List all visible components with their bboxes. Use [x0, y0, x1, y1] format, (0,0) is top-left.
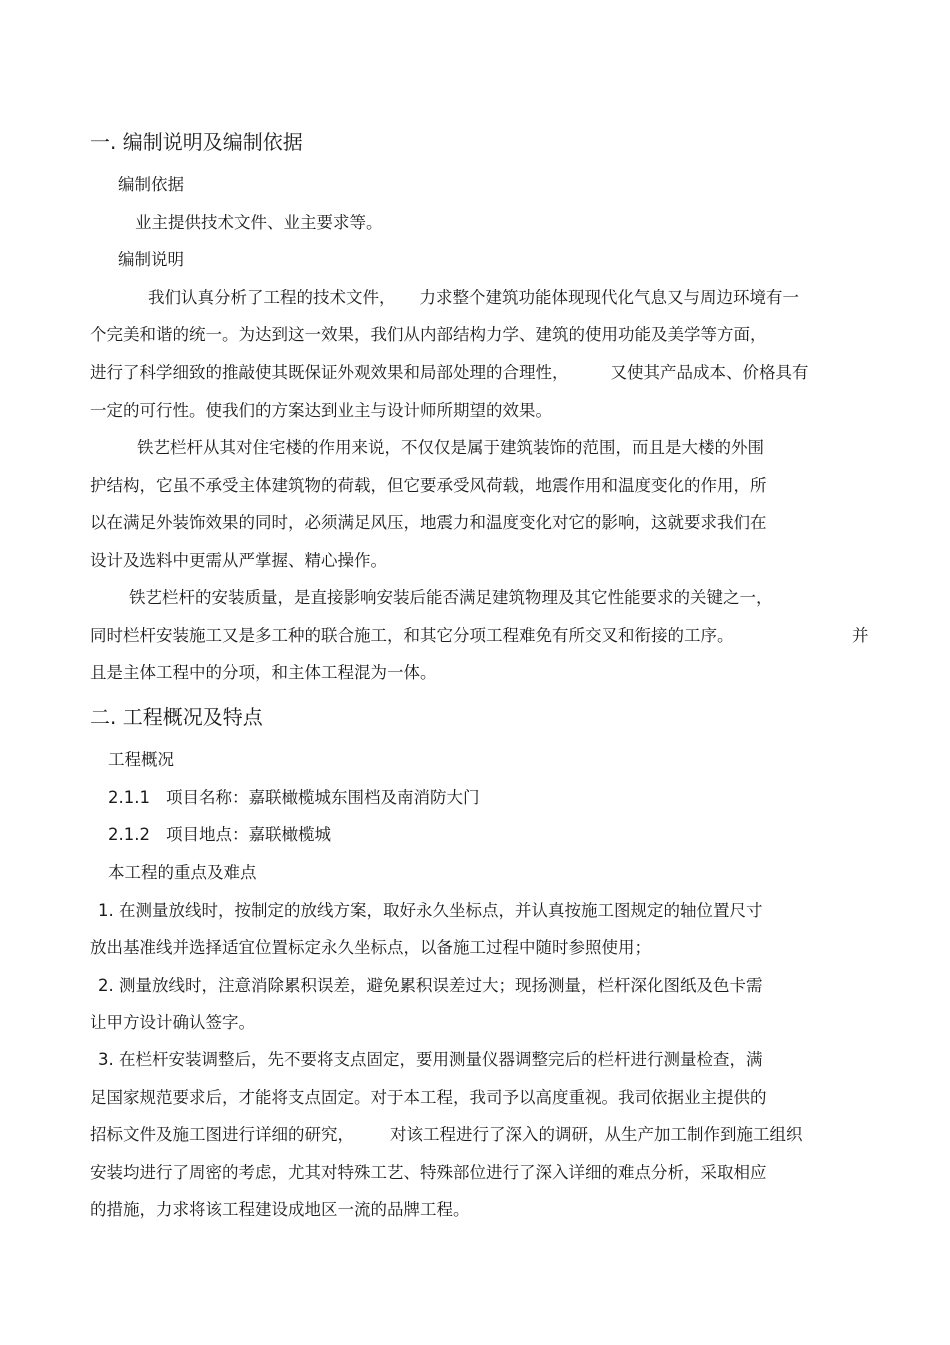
- overview-heading: 工程概况: [108, 750, 174, 769]
- para2-line3: 以在满足外装饰效果的同时，必须满足风压，地震力和温度变化对它的影响，这就要求我们在: [90, 513, 767, 532]
- point3-line3-b: 对该工程进行了深入的调研，从生产加工制作到施工组织: [390, 1125, 803, 1144]
- basis-text: 业主提供技术文件、业主要求等。: [135, 213, 383, 232]
- para1-line1-b: 力求整个建筑功能体现现代化气息又与周边环境有一: [419, 288, 799, 307]
- point3-line5: 的措施，力求将该工程建设成地区一流的品牌工程。: [90, 1200, 470, 1219]
- para3-line1: 铁艺栏杆的安装质量，是直接影响安装后能否满足建筑物理及其它性能要求的关键之一，: [129, 588, 773, 607]
- para2-line2: 护结构，它虽不承受主体建筑物的荷载，但它要承受风荷载，地震作用和温度变化的作用，所: [90, 476, 767, 495]
- point3-line2: 足国家规范要求后，才能将支点固定。对于本工程，我司予以高度重视。我司依据业主提供的: [90, 1088, 767, 1107]
- item-2-1-1: [108, 787, 479, 809]
- item-2-1-1-number: 2.1.1: [108, 788, 150, 807]
- point2-line1: 2. 测量放线时，注意消除累积误差，避免累积误差过大；现扬测量，栏杆深化图纸及色卡需: [98, 976, 763, 995]
- point1-line1: 1. 在测量放线时，按制定的放线方案，取好永久坐标点，并认真按施工图规定的轴位置尺寸: [98, 901, 763, 920]
- item-2-1-2-text: 项目地点：嘉联橄榄城: [165, 825, 331, 844]
- para1-line3: [90, 362, 809, 384]
- para1-line2: 个完美和谐的统一。为达到这一效果，我们从内部结构力学、建筑的使用功能及美学等方面，: [90, 325, 767, 344]
- basis-heading: 编制依据: [118, 175, 184, 194]
- para1-line1: [148, 287, 799, 309]
- para2-line1: 铁艺栏杆从其对住宅楼的作用来说，不仅仅是属于建筑装饰的范围，而且是大楼的外围: [137, 438, 764, 457]
- point1-line2: 放出基准线并选择适宜位置标定永久坐标点，以备施工过程中随时参照使用；: [90, 938, 651, 957]
- section-2-title: 二. 工程概况及特点: [90, 705, 263, 729]
- point3-line1: 3. 在栏杆安装调整后，先不要将支点固定，要用测量仪器调整完后的栏杆进行测量检查，满: [98, 1050, 763, 1069]
- para3-line2-tail: 并: [852, 626, 869, 645]
- para1-line3-a: 进行了科学细致的推敲使其既保证外观效果和局部处理的合理性，: [90, 363, 569, 382]
- para3-line2: 同时栏杆安装施工又是多工种的联合施工，和其它分项工程难免有所交叉和衔接的工序。: [90, 626, 734, 645]
- item-2-1-1-text: 项目名称：嘉联橄榄城东围档及南消防大门: [165, 788, 480, 807]
- section-1-title: 一. 编制说明及编制依据: [90, 130, 303, 154]
- point3-line4: 安装均进行了周密的考虑，尤其对特殊工艺、特殊部位进行了深入详细的难点分析，采取相应: [90, 1163, 767, 1182]
- para1-line4: 一定的可行性。使我们的方案达到业主与设计师所期望的效果。: [90, 401, 552, 420]
- point3-line3: [90, 1124, 803, 1146]
- item-2-1-2: [108, 824, 331, 846]
- notes-heading: 编制说明: [118, 250, 184, 269]
- point3-line3-a: 招标文件及施工图进行详细的研究，: [90, 1125, 354, 1144]
- key-points-heading: 本工程的重点及难点: [108, 863, 257, 882]
- para2-line4: 设计及选料中更需从严掌握、精心操作。: [90, 551, 387, 570]
- point2-line2: 让甲方设计确认签字。: [90, 1013, 255, 1032]
- para1-line3-b: 又使其产品成本、价格具有: [610, 363, 809, 382]
- item-2-1-2-number: 2.1.2: [108, 825, 150, 844]
- para1-line1-a: 我们认真分析了工程的技术文件，: [148, 288, 396, 307]
- para3-line3: 且是主体工程中的分项，和主体工程混为一体。: [90, 663, 437, 682]
